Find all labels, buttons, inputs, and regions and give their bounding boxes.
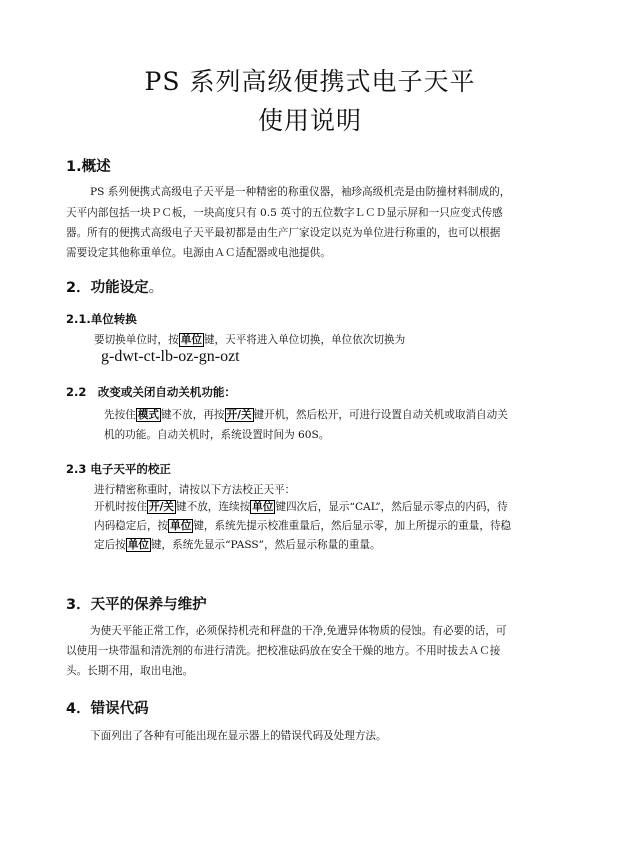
document-title: PS 系列高级便携式电子天平: [144, 67, 476, 96]
auto-off-text-c: 键开机，然后松开，可进行设置自动关机或取消自动关: [253, 409, 508, 421]
document-subtitle: 使用说明: [257, 106, 362, 135]
unit-key-label: 单位: [180, 334, 202, 346]
section-1-line: 天平内部包括一块ＰＣ板，一块高度只有 0.5 英寸的五位数字ＬＣＤ显示屏和一只应变式传感: [66, 207, 503, 219]
section-1-line: PS 系列便携式高级电子天平是一种精密的称重仪器，袖珍高级机壳是由防撞材料制成的，: [90, 186, 511, 198]
section-2-heading-text: 2．功能设定: [66, 280, 149, 296]
section-1-line: 需要设定其他称重单位。电源由ＡＣ适配器或电池提供。: [66, 247, 331, 259]
unit-key-label: 单位: [127, 539, 149, 551]
section-3-line: 为使天平能正常工作，必须保持机壳和秤盘的干净,免遭异体物质的侵蚀。有必要的话，可: [90, 625, 507, 637]
calibration-text-c: 键四次后，显示“CAL”，然后显示零点的内码，待: [275, 501, 508, 513]
unit-switch-text-b: 键，天平将进入单位切换，单位依次切换为: [203, 334, 406, 346]
section-2-3-heading: 2.3 电子天平的校正: [66, 462, 171, 476]
section-2-heading-suffix: 。: [148, 280, 164, 296]
section-3-line: 头。长期不用，取出电池。: [66, 665, 194, 677]
calibration-text-b: 键不放，连续按: [176, 501, 251, 513]
calibration-text-g: 键，系统先显示“PASS”，然后显示称量的重量。: [150, 539, 381, 551]
auto-off-line-1: [104, 408, 508, 423]
calibration-text-d: 内码稳定后，按: [94, 520, 169, 532]
section-4-line: 下面列出了各种有可能出现在显示器上的错误代码及处理方法。: [90, 730, 387, 742]
calibration-text-f: 定后按: [94, 539, 126, 551]
section-3-line: 以使用一块带温和清洗剂的布进行清洗。把校准砝码放在安全干燥的地方。不用时拔去ＡＣ接: [66, 645, 501, 657]
calibration-line-3: [94, 519, 511, 534]
auto-off-text-a: 先按住: [104, 409, 136, 421]
unit-switch-line: [94, 333, 405, 348]
power-key-label: 开/关: [148, 501, 175, 513]
section-1-heading: 1.概述: [66, 159, 111, 175]
calibration-text-e: 键，系统先提示校准重量后，然后显示零，加上所提示的重量，待稳: [193, 520, 512, 532]
auto-off-text-b: 键不放，再按: [160, 409, 225, 421]
section-1-line: 器。所有的便携式高级电子天平最初都是由生产厂家设定以克为单位进行称重的，也可以根据: [66, 227, 501, 239]
unit-sequence: g-dwt-ct-lb-oz-gn-ozt: [101, 348, 240, 365]
section-3-heading: 3．天平的保养与维护: [66, 597, 207, 613]
mode-key-label: 模式: [137, 409, 159, 421]
unit-switch-text-a: 要切换单位时，按: [94, 334, 179, 346]
calibration-line-1: 进行精密称重时，请按以下方法校正天平：: [94, 484, 296, 496]
power-key-label: 开/关: [226, 409, 252, 421]
calibration-line-2: [94, 500, 508, 515]
section-2-1-heading: 2.1.单位转换: [66, 312, 137, 326]
auto-off-line-2: 机的功能。自动关机时，系统设置时间为 60S。: [104, 429, 330, 441]
calibration-text-a: 开机时按住: [94, 501, 147, 513]
section-4-heading: 4．错误代码: [66, 701, 149, 717]
section-2-heading: [66, 276, 163, 297]
unit-key-label: 单位: [252, 501, 274, 513]
calibration-line-4: [94, 538, 381, 553]
unit-key-label: 单位: [170, 520, 192, 532]
section-2-2-heading: 2.2 改变或关闭自动关机功能：: [66, 385, 236, 399]
